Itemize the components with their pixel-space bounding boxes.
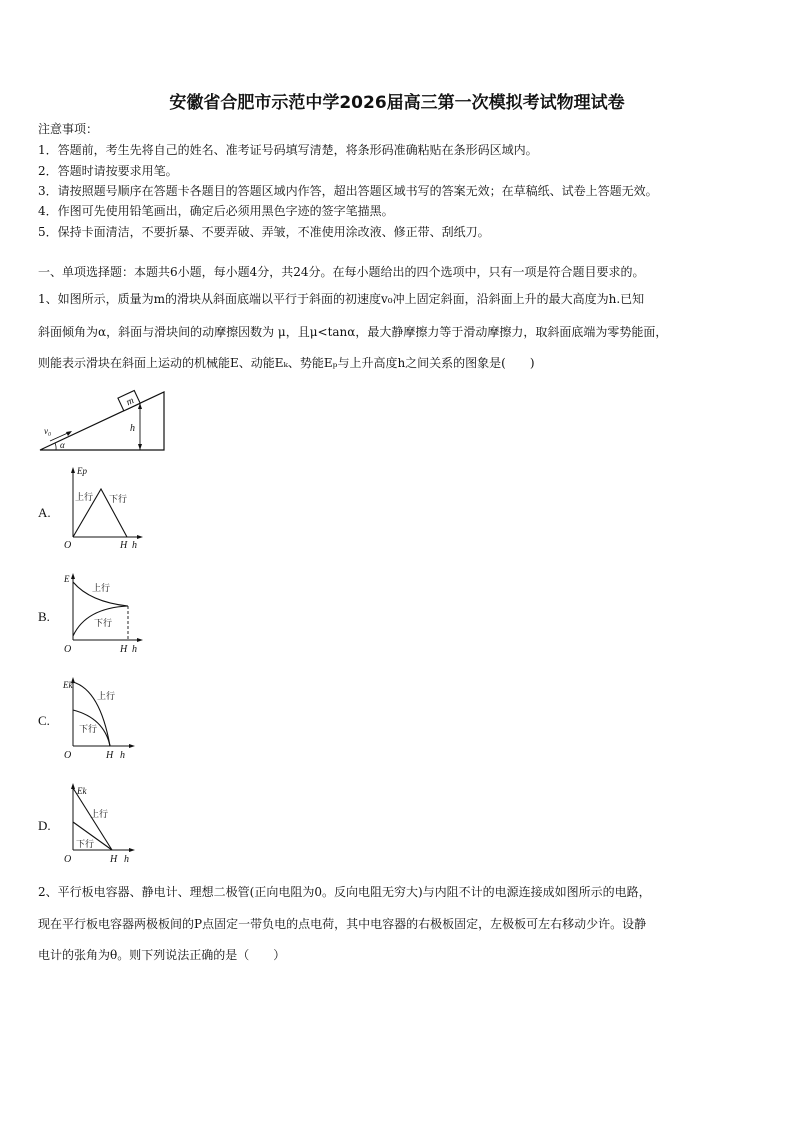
question-1-line: 斜面倾角为α，斜面与滑块间的动摩擦因数为 μ，且μ<tanα，最大静摩擦力等于滑动摩擦力，取斜面底端为零势能面， bbox=[38, 325, 668, 339]
question-1-line: 1、如图所示，质量为m的滑块从斜面底端以平行于斜面的初速度v₀冲上固定斜面，沿斜面上升的最大高度为h.已知 bbox=[38, 292, 645, 306]
down-label: 下行 bbox=[76, 840, 95, 850]
question-2-line: 2、平行板电容器、静电计、理想二极管(正向电阻为0。反向电阻无穷大)与内阻不计的电源连接成如图所示的电路， bbox=[38, 885, 651, 899]
up-label: 上行 bbox=[97, 692, 116, 702]
down-label: 下行 bbox=[94, 619, 113, 629]
notice-item: 5．保持卡面清洁，不要折暴、不要弄破、弄皱，不准使用涂改液、修正带、刮纸刀。 bbox=[38, 225, 490, 239]
notice-item: 2．答题时请按要求用笔。 bbox=[38, 164, 178, 178]
option-c-graph bbox=[60, 674, 150, 762]
question-2-line: 现在平行板电容器两极板间的P点固定一带负电的点电荷，其中电容器的右极板固定，左极板可左右移动少许。设静 bbox=[38, 917, 647, 931]
H-label: H bbox=[110, 854, 118, 865]
y-axis-label: E bbox=[64, 574, 70, 584]
question-1-line: 则能表示滑块在斜面上运动的机械能E、动能Eₖ、势能Eₚ与上升高度h之间关系的图象是( ) bbox=[38, 356, 535, 370]
y-axis-label: Ek bbox=[77, 786, 87, 796]
up-label: 上行 bbox=[90, 810, 109, 820]
option-d-graph bbox=[60, 780, 150, 868]
x-axis-label: h bbox=[124, 854, 129, 865]
origin-label: O bbox=[64, 540, 72, 551]
notice-item: 1．答题前，考生先将自己的姓名、准考证号码填写清楚，将条形码准确粘贴在条形码区域内。 bbox=[38, 143, 538, 157]
x-axis-label: h bbox=[132, 540, 137, 551]
y-axis-label: Ek bbox=[63, 680, 73, 690]
velocity-label: v₀ bbox=[44, 426, 52, 436]
question-2-line: 电计的张角为θ。则下列说法正确的是（ ） bbox=[38, 948, 286, 962]
down-label: 下行 bbox=[109, 495, 128, 505]
notice-item: 4．作图可先使用铅笔画出，确定后必须用黑色字迹的签字笔描黑。 bbox=[38, 204, 394, 218]
origin-label: O bbox=[64, 854, 72, 865]
H-label: H bbox=[120, 644, 128, 655]
option-b-label[interactable]: B. bbox=[38, 609, 50, 624]
option-a-graph bbox=[60, 464, 150, 552]
H-label: H bbox=[120, 540, 128, 551]
angle-label: α bbox=[60, 440, 65, 450]
option-a-label[interactable]: A. bbox=[38, 505, 51, 520]
incline-figure bbox=[36, 384, 176, 454]
notice-heading: 注意事项： bbox=[38, 122, 99, 136]
x-axis-label: h bbox=[120, 750, 125, 761]
x-axis-label: h bbox=[132, 644, 137, 655]
origin-label: O bbox=[64, 644, 72, 655]
up-label: 上行 bbox=[75, 493, 94, 503]
incline-slope bbox=[40, 392, 164, 450]
height-label: h bbox=[130, 423, 135, 434]
option-d-label[interactable]: D. bbox=[38, 818, 51, 833]
H-label: H bbox=[106, 750, 114, 761]
origin-label: O bbox=[64, 750, 72, 761]
section-heading: 一、单项选择题：本题共6小题，每小题4分，共24分。在每小题给出的四个选项中，只有一项是符合题目要求的。 bbox=[38, 265, 645, 279]
option-c-label[interactable]: C. bbox=[38, 713, 50, 728]
sliding-block bbox=[118, 391, 140, 411]
up-label: 上行 bbox=[92, 584, 111, 594]
option-b-graph bbox=[60, 570, 150, 658]
notice-item: 3．请按照题号顺序在答题卡各题目的答题区域内作答，超出答题区域书写的答案无效；在草稿纸、试卷上答题无效。 bbox=[38, 184, 658, 198]
y-axis-label: Ep bbox=[77, 466, 87, 476]
block-label: m bbox=[124, 395, 136, 409]
page-title: 安徽省合肥市示范中学2026届高三第一次模拟考试物理试卷 bbox=[169, 93, 625, 113]
down-label: 下行 bbox=[79, 725, 98, 735]
